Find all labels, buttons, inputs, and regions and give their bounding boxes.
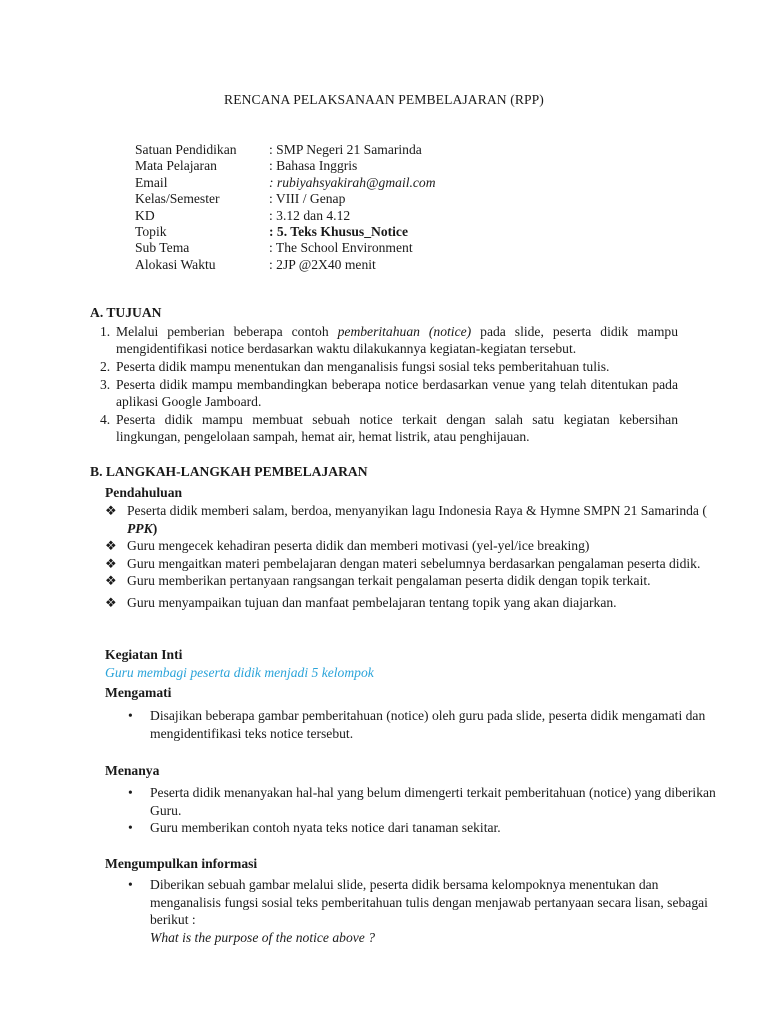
list-item-text: Disajikan beberapa gambar pemberitahuan (notice) oleh guru pada slide, peserta didik mengamati dan mengidentifikasi teks notice tersebut. bbox=[150, 708, 706, 741]
list-item-text: Guru mengecek kehadiran peserta didik dan memberi motivasi (yel-yel/ice breaking) bbox=[127, 538, 590, 554]
identity-value-email: : rubiyahsyakirah@gmail.com bbox=[269, 174, 436, 190]
list-item-text: Peserta didik mampu membandingkan beberapa notice berdasarkan venue yang telah ditentukan pada aplikasi Google Jamboard. bbox=[116, 376, 678, 409]
list-item bbox=[128, 876, 718, 946]
identity-label: Topik bbox=[135, 223, 167, 239]
list-item bbox=[105, 555, 715, 573]
list-item-text: Guru memberikan contoh nyata teks notice dari tanaman sekitar. bbox=[150, 820, 501, 836]
identity-value: : The School Environment bbox=[269, 240, 413, 256]
text-run: Melalui pemberian beberapa contoh bbox=[116, 324, 338, 339]
identity-row-topik bbox=[135, 224, 436, 240]
identity-label: Email bbox=[135, 174, 168, 190]
diamond-bullet-icon: ❖ bbox=[105, 555, 117, 571]
identity-value: : SMP Negeri 21 Samarinda bbox=[269, 142, 422, 157]
identity-row-email bbox=[135, 175, 436, 191]
identity-value: : 3.12 dan 4.12 bbox=[269, 207, 351, 223]
list-item bbox=[128, 819, 718, 837]
round-bullet-icon: • bbox=[128, 820, 133, 836]
text-run: ) bbox=[152, 520, 158, 536]
identity-value: : VIII / Genap bbox=[269, 191, 346, 207]
list-item bbox=[100, 323, 678, 357]
list-item bbox=[128, 784, 718, 819]
list-number: 1. bbox=[100, 324, 111, 339]
document-title: RENCANA PELAKSANAAN PEMBELAJARAN (RPP) bbox=[224, 92, 544, 107]
list-item-text bbox=[127, 502, 715, 537]
diamond-bullet-icon: ❖ bbox=[105, 594, 117, 610]
subheading-mengumpulkan: Mengumpulkan informasi bbox=[105, 856, 258, 871]
identity-label: Sub Tema bbox=[135, 240, 190, 256]
diamond-bullet-icon: ❖ bbox=[105, 538, 117, 554]
list-item bbox=[100, 411, 678, 445]
list-item bbox=[105, 572, 715, 590]
ppk-label: PPK bbox=[127, 520, 153, 536]
menanya-list bbox=[128, 784, 718, 837]
round-bullet-icon: • bbox=[128, 708, 133, 723]
list-number: 3. bbox=[100, 376, 111, 392]
text-run: pada slide, peserta didik mampu mengidentifikasi notice berdasarkan waktu dilakukannya kegiatan-kegiatan tersebut. bbox=[116, 324, 678, 357]
mengamati-list bbox=[128, 707, 718, 742]
list-item-text: Guru memberikan pertanyaan rangsangan terkait pengalaman peserta didik dengan topik terkait. bbox=[127, 573, 651, 589]
pendahuluan-list bbox=[105, 502, 715, 612]
subheading-pendahuluan: Pendahuluan bbox=[105, 485, 183, 500]
identity-value: : Bahasa Inggris bbox=[269, 158, 358, 174]
identity-label: Kelas/Semester bbox=[135, 191, 220, 207]
list-item-text bbox=[116, 323, 678, 357]
identity-table bbox=[135, 142, 436, 273]
identity-row-alokasi bbox=[135, 257, 436, 273]
identity-row-subtema bbox=[135, 240, 436, 256]
list-item-text bbox=[150, 876, 718, 946]
section-heading-langkah: B. LANGKAH-LANGKAH PEMBELAJARAN bbox=[90, 464, 368, 479]
identity-row-mapel bbox=[135, 158, 436, 174]
list-item bbox=[105, 502, 715, 537]
list-item bbox=[105, 594, 715, 612]
question-text: What is the purpose of the notice above ? bbox=[150, 929, 376, 945]
text-run: Diberikan sebuah gambar melalui slide, peserta didik bersama kelompoknya menentukan dan menganalisis fungsi sosial teks pemberitahuan tulis dengan menjawab pertanyaan secara lisan, sebagai berikut : bbox=[150, 877, 708, 928]
list-item-text: Peserta didik mampu membuat sebuah notice terkait dengan salah satu kegiatan kebersihan lingkungan, pengelolaan sampah, hemat air, hemat listrik, atau penghijauan. bbox=[116, 411, 678, 444]
identity-row-kelas bbox=[135, 191, 436, 207]
list-number: 4. bbox=[100, 411, 111, 427]
identity-value: : 2JP @2X40 menit bbox=[269, 256, 376, 272]
diamond-bullet-icon: ❖ bbox=[105, 573, 117, 589]
list-item-text: Guru mengaitkan materi pembelajaran dengan materi sebelumnya berdasarkan pengalaman peserta didik. bbox=[127, 555, 701, 571]
group-note: Guru membagi peserta didik menjadi 5 kelompok bbox=[105, 665, 374, 680]
list-number: 2. bbox=[100, 359, 111, 374]
list-item-text: Peserta didik menanyakan hal-hal yang belum dimengerti terkait pemberitahuan (notice) yang diberikan Guru. bbox=[150, 785, 716, 818]
identity-row-kd bbox=[135, 208, 436, 224]
identity-label: KD bbox=[135, 207, 155, 223]
subheading-menanya: Menanya bbox=[105, 763, 160, 778]
subheading-kegiatan-inti: Kegiatan Inti bbox=[105, 647, 183, 662]
round-bullet-icon: • bbox=[128, 877, 133, 892]
round-bullet-icon: • bbox=[128, 785, 133, 800]
text-run-emphasis: pemberitahuan (notice) bbox=[337, 324, 472, 339]
list-item-text: Guru menyampaikan tujuan dan manfaat pembelajaran tentang topik yang akan diajarkan. bbox=[127, 594, 617, 610]
list-item bbox=[105, 537, 715, 555]
section-heading-tujuan: A. TUJUAN bbox=[90, 305, 162, 320]
mengumpulkan-list bbox=[128, 876, 718, 946]
list-item bbox=[100, 358, 678, 375]
diamond-bullet-icon: ❖ bbox=[105, 503, 117, 518]
subheading-mengamati: Mengamati bbox=[105, 685, 172, 700]
list-item-text: Peserta didik mampu menentukan dan menganalisis fungsi sosial teks pemberitahuan tulis. bbox=[116, 359, 610, 374]
identity-label: Satuan Pendidikan bbox=[135, 142, 237, 157]
identity-label: Mata Pelajaran bbox=[135, 158, 217, 174]
tujuan-list bbox=[100, 323, 678, 446]
identity-value-topik: : 5. Teks Khusus_Notice bbox=[269, 223, 408, 239]
identity-row-satuan bbox=[135, 142, 436, 158]
list-item bbox=[128, 707, 718, 742]
text-run: Peserta didik memberi salam, berdoa, menyanyikan lagu Indonesia Raya & Hymne SMPN 21 Samarinda ( bbox=[127, 503, 707, 518]
identity-label: Alokasi Waktu bbox=[135, 256, 216, 272]
list-item bbox=[100, 376, 678, 410]
